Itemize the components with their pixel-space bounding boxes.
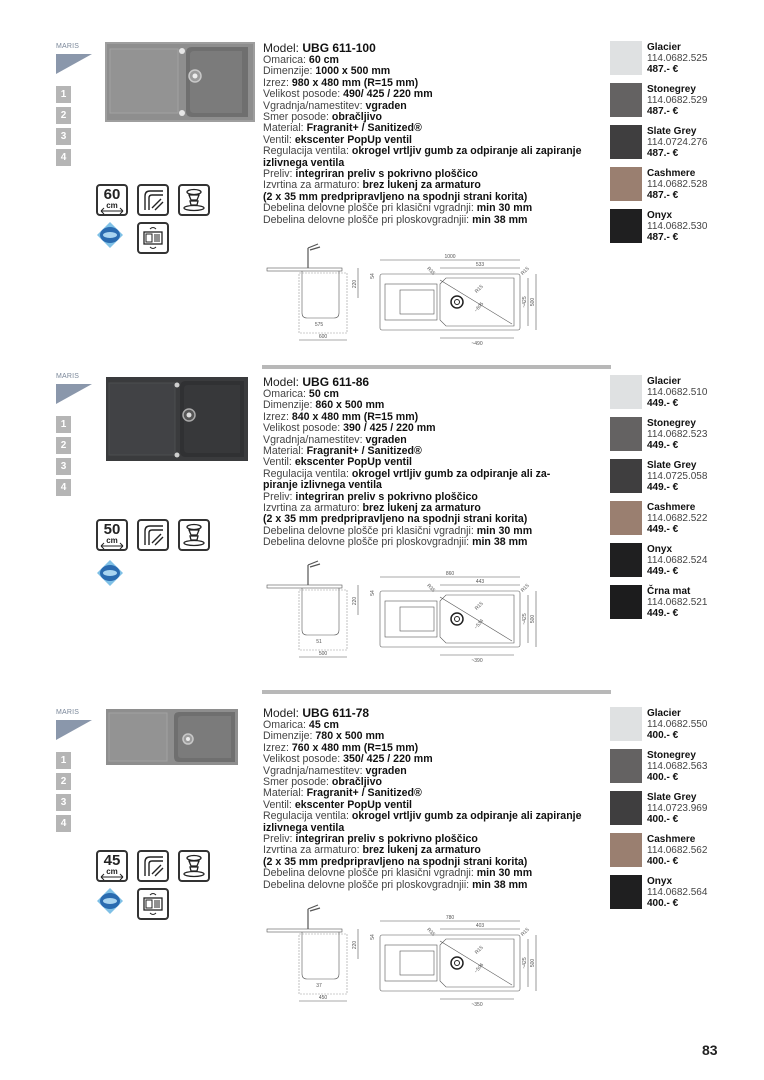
spec-izvrtina: Izvrtina za armaturo: brez lukenj za armaturo — [263, 179, 481, 192]
brand-wedge — [56, 384, 92, 404]
model-name: UBG 611-86 — [302, 375, 370, 389]
color-option[interactable] — [610, 543, 750, 585]
cabinet-size-icon — [96, 184, 128, 216]
technical-drawing — [262, 238, 536, 348]
spec-dimenzije: Dimenzije: 860 x 500 mm — [263, 399, 385, 412]
faucet-outline — [308, 244, 320, 268]
color-swatch — [610, 875, 642, 909]
color-list — [610, 375, 750, 627]
dim-drain: 51 — [316, 639, 322, 645]
popup-valve-icon — [178, 519, 210, 551]
section-divider — [262, 365, 611, 369]
price: 487.- € — [647, 106, 679, 117]
spec-regulacija: Regulacija ventila: okrogel vrtljiv gumb za odpiranje ali zapiranje izlivnega ventila — [263, 810, 582, 834]
color-swatch — [610, 459, 642, 493]
article-code: 114.0682.521 — [647, 597, 708, 608]
color-list — [610, 41, 750, 251]
dim-depth: 220 — [352, 940, 358, 950]
brand-label: MARIS — [56, 373, 80, 380]
color-swatch — [610, 375, 642, 409]
spec-preliv: Preliv: integriran preliv s pokrivno ploščico — [263, 168, 478, 181]
spec-izrez: Izrez: 760 x 480 mm (R=15 mm) — [263, 741, 419, 754]
color-name: Cashmere — [647, 834, 696, 845]
number-tab: 4 — [56, 149, 71, 166]
spec-smer: Smer posode: obračljivo — [263, 776, 382, 789]
number-tab: 3 — [56, 458, 71, 475]
dim-bowl-width: ~390 — [471, 658, 483, 664]
dim-r15: R15 — [519, 926, 531, 938]
technical-drawing — [262, 899, 542, 1024]
spec-debelina-plosko: Debelina delovne plošče pri ploskovgradnjii: min 38 mm — [263, 536, 528, 549]
article-code: 114.0682.530 — [647, 221, 708, 232]
spec-preliv: Preliv: integriran preliv s pokrivno ploščico — [263, 833, 478, 846]
drain-circle — [451, 957, 463, 969]
drain-inner — [455, 961, 460, 966]
bowl-section — [302, 271, 339, 318]
color-swatch — [610, 543, 642, 577]
color-name: Glacier — [647, 708, 681, 719]
cabinet-unit: cm — [106, 536, 118, 545]
article-code: 114.0682.522 — [647, 513, 708, 524]
model-name: UBG 611-100 — [302, 41, 376, 55]
price: 487.- € — [647, 64, 679, 75]
dim-r15: R15 — [519, 582, 531, 594]
spec-dimenzije: Dimenzije: 780 x 500 mm — [263, 730, 385, 743]
color-option[interactable] — [610, 585, 750, 627]
spec-model: Model: UBG 611-86 — [263, 375, 370, 389]
spec-list — [263, 42, 603, 226]
spec-izvrtina-note: (2 x 35 mm predpripravljeno na spodnji strani korita) — [263, 190, 528, 203]
color-option[interactable] — [610, 833, 750, 875]
sanitized-icon — [96, 887, 124, 915]
cabinet-size: 60 — [103, 186, 121, 203]
bowl-section — [302, 588, 339, 635]
dim-r35: R35 — [425, 926, 437, 938]
drainer-icon — [137, 519, 169, 551]
dim-total: 860 — [445, 571, 455, 577]
reversible-bowl-icon — [137, 888, 169, 920]
dim-bowl-offset: 443 — [475, 579, 485, 585]
dim-depth: 220 — [352, 279, 358, 289]
dim-drain: 575 — [314, 322, 324, 328]
number-tabs — [56, 416, 71, 500]
spec-omarica: Omarica: 60 cm — [263, 54, 339, 66]
spec-material: Material: Fragranit+ / Sanitized® — [263, 445, 422, 458]
spec-list — [263, 707, 603, 891]
price: 400.- € — [647, 856, 679, 867]
brand-wedge — [56, 54, 92, 74]
dim-r35: R35 — [425, 582, 437, 594]
color-swatch — [610, 749, 642, 783]
drainer-inner — [400, 951, 434, 975]
spec-debelina-klasicna: Debelina delovne plošče pri klasični vgradnji: min 30 mm — [263, 524, 533, 537]
color-option[interactable] — [610, 83, 750, 125]
color-swatch — [610, 209, 642, 243]
spec-omarica: Omarica: 45 cm — [263, 719, 339, 731]
article-code: 114.0682.563 — [647, 761, 708, 772]
article-code: 114.0682.510 — [647, 387, 708, 398]
color-swatch — [610, 707, 642, 741]
dim-54: 54 — [370, 590, 376, 596]
color-swatch — [610, 791, 642, 825]
color-option[interactable] — [610, 707, 750, 749]
color-name: Stonegrey — [647, 750, 696, 761]
drain-circle — [451, 613, 463, 625]
dim-total: 780 — [445, 915, 455, 921]
number-tabs — [56, 86, 71, 170]
popup-valve-icon — [178, 850, 210, 882]
cabinet-size: 45 — [103, 852, 121, 869]
dim-depth: 220 — [352, 596, 358, 606]
spec-model: Model: UBG 611-78 — [263, 706, 370, 720]
countertop-line — [267, 585, 342, 588]
sink-photo — [106, 709, 238, 765]
cabinet-size-icon — [96, 519, 128, 551]
spec-vgradnja: Vgradnja/namestitev: vgraden — [263, 764, 407, 777]
drainer-inner — [400, 607, 434, 631]
popup-valve-icon — [178, 184, 210, 216]
color-option[interactable] — [610, 125, 750, 167]
drain-circle — [451, 296, 463, 308]
color-name: Onyx — [647, 876, 673, 887]
spec-velikost: Velikost posode: 350/ 425 / 220 mm — [263, 753, 433, 766]
dim-diagonal: ~506 — [473, 962, 486, 975]
dim-r15-inner: R15 — [473, 600, 485, 612]
color-name: Onyx — [647, 210, 673, 221]
article-code: 114.0723.969 — [647, 803, 708, 814]
spec-velikost: Velikost posode: 390 / 425 / 220 mm — [263, 422, 436, 435]
color-option[interactable] — [610, 749, 750, 791]
sink-photo — [106, 43, 254, 121]
color-name: Stonegrey — [647, 418, 696, 429]
color-option[interactable] — [610, 375, 750, 417]
article-code: 114.0682.529 — [647, 95, 708, 106]
price: 449.- € — [647, 524, 679, 535]
price: 449.- € — [647, 482, 679, 493]
spec-regulacija: Regulacija ventila: okrogel vrtljiv gumb za odpiranje ali zapiranje izlivnega ventila — [263, 145, 582, 169]
number-tab: 4 — [56, 815, 71, 832]
dim-r35: R35 — [425, 265, 437, 277]
countertop-line — [267, 268, 342, 271]
number-tab: 1 — [56, 752, 71, 769]
dim-cabinet: 450 — [318, 995, 328, 1001]
color-name: Glacier — [647, 42, 681, 53]
dim-54: 54 — [370, 934, 376, 940]
cabinet-outline — [299, 590, 347, 650]
number-tab: 4 — [56, 479, 71, 496]
spec-izrez: Izrez: 840 x 480 mm (R=15 mm) — [263, 410, 419, 423]
spec-vgradnja: Vgradnja/namestitev: vgraden — [263, 433, 407, 446]
dim-r15: R15 — [519, 265, 531, 277]
cabinet-unit: cm — [106, 201, 118, 210]
reversible-bowl-icon — [137, 222, 169, 254]
color-option[interactable] — [610, 875, 750, 917]
page-number: 83 — [702, 1042, 718, 1058]
spec-regulacija: Regulacija ventila: okrogel vrtljiv gumb za odpiranje ali za-piranje izlivnega ventila — [263, 467, 551, 492]
article-code: 114.0682.524 — [647, 555, 708, 566]
article-code: 114.0682.550 — [647, 719, 708, 730]
dim-bowl-offset: 403 — [475, 923, 485, 929]
price: 449.- € — [647, 608, 679, 619]
number-tab: 1 — [56, 86, 71, 103]
price: 400.- € — [647, 772, 679, 783]
drainer-icon — [137, 184, 169, 216]
number-tab: 3 — [56, 794, 71, 811]
spec-izvrtina-note: (2 x 35 mm predpripravljeno na spodnji strani korita) — [263, 513, 528, 526]
price: 449.- € — [647, 566, 679, 577]
cabinet-outline — [299, 934, 347, 994]
spec-debelina-klasicna: Debelina delovne plošče pri klasični vgradnji: min 30 mm — [263, 867, 533, 880]
drainer-inner — [400, 290, 434, 314]
color-swatch — [610, 83, 642, 117]
spec-debelina-plosko: Debelina delovne plošče pri ploskovgradnjii: min 38 mm — [263, 213, 528, 226]
spec-material: Material: Fragranit+ / Sanitized® — [263, 787, 422, 800]
dim-bowl-offset: 533 — [475, 262, 485, 268]
drainer-outline — [385, 284, 437, 320]
price: 487.- € — [647, 232, 679, 243]
spec-izrez: Izrez: 980 x 480 mm (R=15 mm) — [263, 76, 419, 89]
price: 487.- € — [647, 190, 679, 201]
faucet-outline — [308, 561, 320, 585]
dim-diagonal: ~605 — [473, 301, 486, 314]
article-code: 114.0724.276 — [647, 137, 708, 148]
sink-outline — [380, 591, 520, 647]
color-name: Glacier — [647, 376, 681, 387]
dim-diagonal: ~534 — [473, 618, 486, 631]
sink-photo — [106, 377, 248, 461]
number-tab: 3 — [56, 128, 71, 145]
cabinet-size-icon — [96, 850, 128, 882]
article-code: 114.0682.523 — [647, 429, 708, 440]
price: 449.- € — [647, 398, 679, 409]
article-code: 114.0682.525 — [647, 53, 708, 64]
brand-wedge — [56, 720, 92, 740]
dim-425: ~425 — [522, 296, 528, 308]
color-list — [610, 707, 750, 917]
article-code: 114.0682.528 — [647, 179, 708, 190]
drain-inner — [455, 617, 460, 622]
spec-model: Model: UBG 611-100 — [263, 41, 376, 55]
color-name: Slate Grey — [647, 460, 697, 471]
sanitized-icon — [96, 559, 124, 587]
drain-inner — [455, 300, 460, 305]
dim-r15-inner: R15 — [473, 283, 485, 295]
spec-velikost: Velikost posode: 490/ 425 / 220 mm — [263, 88, 433, 101]
spec-vgradnja: Vgradnja/namestitev: vgraden — [263, 99, 407, 112]
color-name: Onyx — [647, 544, 673, 555]
dim-cabinet: 600 — [318, 334, 328, 340]
spec-preliv: Preliv: integriran preliv s pokrivno ploščico — [263, 490, 478, 503]
spec-debelina-klasicna: Debelina delovne plošče pri klasični vgradnji: min 30 mm — [263, 202, 533, 215]
spec-smer: Smer posode: obračljivo — [263, 111, 382, 124]
section-divider — [262, 690, 611, 694]
spec-izvrtina-note: (2 x 35 mm predpripravljeno na spodnji strani korita) — [263, 855, 528, 868]
color-swatch — [610, 417, 642, 451]
spec-ventil: Ventil: ekscenter PopUp ventil — [263, 798, 412, 811]
price: 400.- € — [647, 814, 679, 825]
drainer-icon — [137, 850, 169, 882]
price: 487.- € — [647, 148, 679, 159]
price: 400.- € — [647, 730, 679, 741]
color-swatch — [610, 167, 642, 201]
dim-r15-inner: R15 — [473, 944, 485, 956]
number-tab: 1 — [56, 416, 71, 433]
price: 400.- € — [647, 898, 679, 909]
cabinet-unit: cm — [106, 867, 118, 876]
color-swatch — [610, 125, 642, 159]
drainer-outline — [385, 601, 437, 637]
number-tab: 2 — [56, 773, 71, 790]
number-tab: 2 — [56, 437, 71, 454]
spec-ventil: Ventil: ekscenter PopUp ventil — [263, 133, 412, 146]
color-option[interactable] — [610, 209, 750, 251]
color-swatch — [610, 833, 642, 867]
brand-label: MARIS — [56, 43, 80, 50]
sink-outline — [380, 935, 520, 991]
spec-ventil: Ventil: ekscenter PopUp ventil — [263, 456, 412, 469]
article-code: 114.0682.564 — [647, 887, 708, 898]
color-option[interactable] — [610, 167, 750, 209]
dim-drain: 37 — [316, 983, 322, 989]
drainer-outline — [385, 945, 437, 981]
color-option[interactable] — [610, 791, 750, 833]
faucet-outline — [308, 905, 320, 929]
color-option[interactable] — [610, 501, 750, 543]
article-code: 114.0725.058 — [647, 471, 708, 482]
color-swatch — [610, 501, 642, 535]
spec-material: Material: Fragranit+ / Sanitized® — [263, 122, 422, 135]
spec-list — [263, 376, 603, 549]
spec-izvrtina: Izvrtina za armaturo: brez lukenj za armaturo — [263, 502, 481, 515]
dim-54: 54 — [370, 273, 376, 279]
dim-bowl-width: ~490 — [471, 341, 483, 347]
spec-izvrtina: Izvrtina za armaturo: brez lukenj za armaturo — [263, 844, 481, 857]
color-name: Cashmere — [647, 502, 696, 513]
color-swatch — [610, 41, 642, 75]
color-name: Stonegrey — [647, 84, 696, 95]
color-option[interactable] — [610, 417, 750, 459]
spec-debelina-plosko: Debelina delovne plošče pri ploskovgradnjii: min 38 mm — [263, 878, 528, 891]
brand-label: MARIS — [56, 709, 80, 716]
number-tabs — [56, 752, 71, 836]
technical-drawing — [262, 555, 536, 665]
dim-500: 500 — [530, 614, 536, 624]
number-tab: 2 — [56, 107, 71, 124]
article-code: 114.0682.562 — [647, 845, 708, 856]
color-name: Slate Grey — [647, 792, 697, 803]
countertop-line — [267, 929, 342, 932]
color-name: Slate Grey — [647, 126, 697, 137]
dim-total: 1000 — [444, 254, 456, 260]
model-name: UBG 611-78 — [302, 706, 370, 720]
dim-425: ~425 — [522, 957, 528, 969]
color-swatch — [610, 585, 642, 619]
color-name: Cashmere — [647, 168, 696, 179]
dim-500: 500 — [530, 297, 536, 307]
dim-425: ~425 — [522, 613, 528, 625]
price: 449.- € — [647, 440, 679, 451]
color-name: Črna mat — [647, 586, 691, 597]
dim-bowl-width: ~350 — [471, 1002, 483, 1008]
sink-outline — [380, 274, 520, 330]
spec-omarica: Omarica: 50 cm — [263, 388, 339, 400]
spec-dimenzije: Dimenzije: 1000 x 500 mm — [263, 65, 391, 78]
color-option[interactable] — [610, 41, 750, 83]
dim-cabinet: 500 — [318, 651, 328, 657]
sanitized-icon — [96, 221, 124, 249]
dim-500: 500 — [530, 958, 536, 968]
cabinet-size: 50 — [103, 521, 121, 538]
bowl-section — [302, 932, 339, 979]
color-option[interactable] — [610, 459, 750, 501]
